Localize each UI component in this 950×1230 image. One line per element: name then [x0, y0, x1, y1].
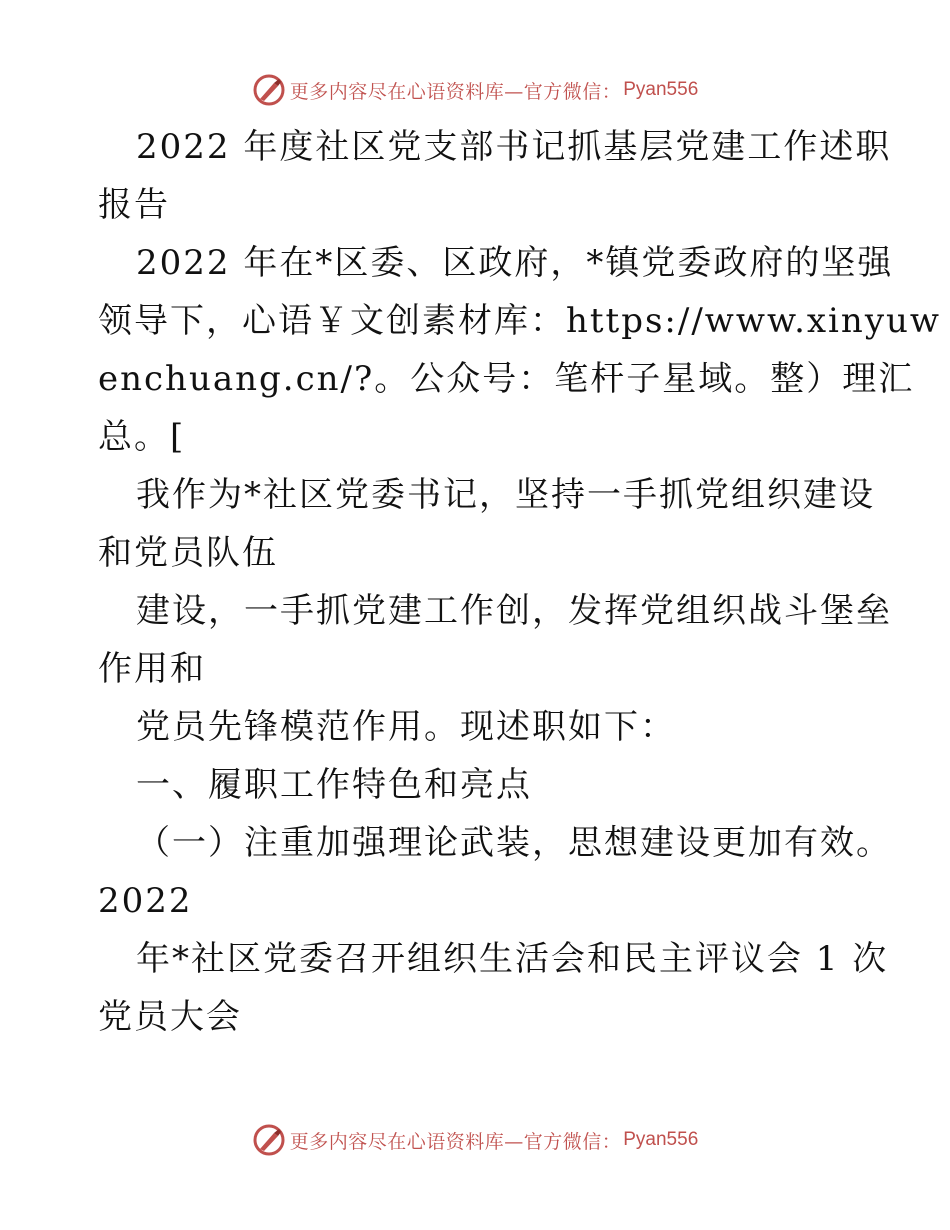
pen-logo-icon: [252, 73, 286, 107]
header-watermark: [0, 70, 950, 110]
paragraph-line: 2022 年在*区委、区政府，*镇党委政府的坚强: [136, 243, 894, 283]
paragraph-line: 和党员队伍: [98, 533, 278, 573]
paragraph-line: 年*社区党委召开组织生活会和民主评议会 1 次: [136, 939, 889, 979]
footer-wechat-id: Pyan556: [623, 1129, 699, 1150]
paragraph-line: 党员先锋模范作用。现述职如下：: [136, 707, 676, 747]
footer-watermark: [0, 1120, 950, 1160]
paragraph-line: 作用和: [98, 649, 206, 689]
header-watermark-text: 更多内容尽在心语资料库—官方微信：: [289, 80, 622, 103]
footer-watermark-text: 更多内容尽在心语资料库—官方微信：: [289, 1130, 622, 1153]
paragraph-line: 建设，一手抓党建工作创，发挥党组织战斗堡垒: [136, 591, 892, 631]
title-line-2: 报告: [98, 185, 170, 225]
pen-logo-icon: [252, 1123, 286, 1157]
subsection-heading: （一）注重加强理论武装，思想建设更加有效。: [136, 823, 892, 863]
paragraph-line: 总。[: [98, 417, 186, 457]
section-heading: 一、履职工作特色和亮点: [136, 765, 532, 805]
paragraph-line: 2022: [98, 881, 193, 921]
header-wechat-id: Pyan556: [623, 79, 699, 100]
paragraph-line: enchuang.cn/?。公众号：笔杆子星域。整）理汇: [98, 359, 915, 399]
paragraph-line: 领导下，心语￥文创素材库：https://www.xinyuw: [98, 301, 942, 341]
document-body: [98, 118, 942, 1046]
title-line-1: 2022 年度社区党支部书记抓基层党建工作述职: [136, 127, 892, 167]
paragraph-line: 我作为*社区党委书记，坚持一手抓党组织建设: [136, 475, 875, 515]
paragraph-line: 党员大会: [98, 997, 242, 1037]
